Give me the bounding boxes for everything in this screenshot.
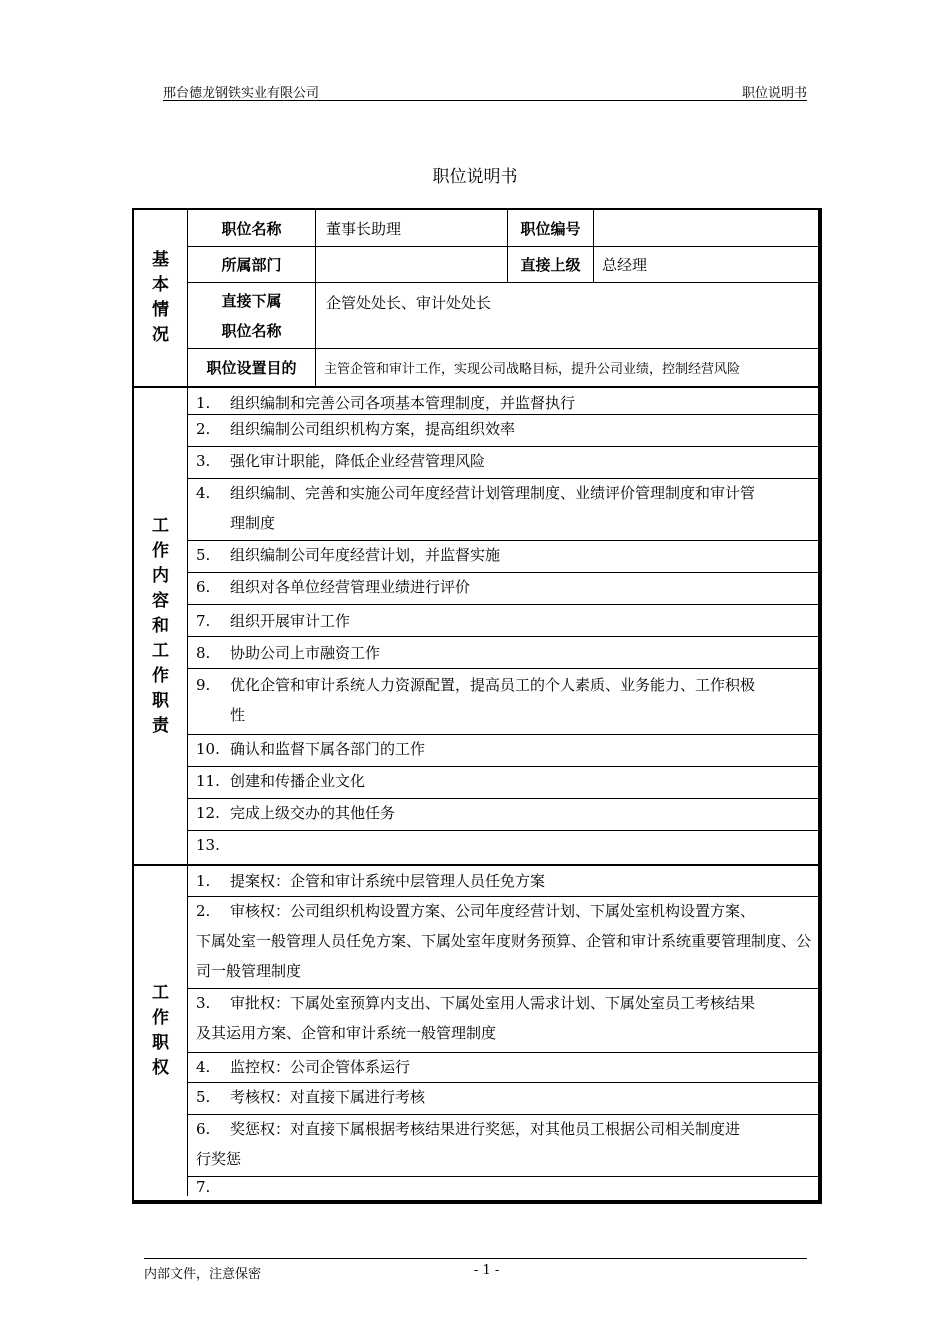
- duty-item: 7. 组织开展审计工作: [196, 612, 351, 630]
- duty-item: 8. 协助公司上市融资工作: [196, 644, 381, 662]
- section-authority: 工作职权: [134, 866, 188, 1196]
- subordinates-label: 直接下属 职位名称: [221, 291, 282, 340]
- authority-item: 7.: [196, 1178, 211, 1196]
- authority-item: 6. 奖惩权：对直接下属根据考核结果进行奖惩，对其他员工根据公司相关制度进 行奖惩: [196, 1120, 741, 1168]
- authority-item: 3. 审批权：下属处室预算内支出、下属处室用人需求计划、下属处室员工考核结果 及其运用方案、企管和审计系统一般管理制度: [196, 994, 756, 1042]
- department-label: 所属部门: [221, 256, 282, 274]
- authority-item: 2. 审核权：公司组织机构设置方案、公司年度经营计划、下属处室机构设置方案、 下属处室一般管理人员任免方案、下属处室年度财务预算、企管和审计系统重要管理制度、公司一般管理制度: [196, 902, 812, 980]
- authority-item: 4. 监控权：公司企管体系运行: [196, 1058, 411, 1076]
- duty-item: 11. 创建和传播企业文化: [196, 772, 366, 790]
- duty-item: 13.: [196, 836, 220, 854]
- authority-item: 5. 考核权：对直接下属进行考核: [196, 1088, 426, 1106]
- duty-item: 12. 完成上级交办的其他任务: [196, 804, 396, 822]
- duty-item: 6. 组织对各单位经营管理业绩进行评价: [196, 578, 471, 596]
- position-name-label: 职位名称: [221, 219, 282, 238]
- duty-item: 2. 组织编制公司组织机构方案，提高组织效率: [196, 420, 516, 438]
- document-title: 职位说明书: [432, 167, 518, 187]
- page-header: [163, 82, 807, 101]
- company-name: 邢台德龙钢铁实业有限公司: [163, 86, 320, 101]
- header-doc-type: 职位说明书: [741, 86, 807, 101]
- page-number: - 1 -: [474, 1263, 500, 1278]
- position-code-label: 职位编号: [520, 219, 581, 238]
- duty-item: 5. 组织编制公司年度经营计划，并监督实施: [196, 546, 501, 564]
- position-description-table: [132, 208, 822, 1204]
- subordinates-value: 企管处处长、审计处处长: [326, 293, 492, 312]
- duty-item: 9. 优化企管和审计系统人力资源配置，提高员工的个人素质、业务能力、工作积极 性: [196, 676, 756, 724]
- purpose-value: 主管企管和审计工作，实现公司战略目标，提升公司业绩，控制经营风险: [324, 362, 741, 377]
- section-duties: 工作内容和工作职责: [134, 388, 188, 864]
- position-code-value: [602, 210, 812, 246]
- duty-item: 10. 确认和监督下属各部门的工作: [196, 740, 426, 758]
- position-name-value: 董事长助理: [326, 219, 402, 238]
- authority-item: 1. 提案权：企管和审计系统中层管理人员任免方案: [196, 872, 546, 890]
- confidential-note: 内部文件，注意保密: [144, 1267, 262, 1282]
- duty-item: 4. 组织编制、完善和实施公司年度经营计划管理制度、业绩评价管理制度和审计管 理制度: [196, 484, 756, 532]
- purpose-label: 职位设置目的: [206, 359, 297, 377]
- duty-item: 3. 强化审计职能，降低企业经营管理风险: [196, 452, 486, 470]
- superior-label: 直接上级: [520, 256, 581, 274]
- page-footer: [144, 1258, 807, 1287]
- section-basic-info: 基本情况: [134, 210, 188, 386]
- department-value: [326, 247, 506, 282]
- superior-value: 总经理: [602, 256, 648, 274]
- duty-item: 1. 组织编制和完善公司各项基本管理制度，并监督执行: [196, 394, 576, 412]
